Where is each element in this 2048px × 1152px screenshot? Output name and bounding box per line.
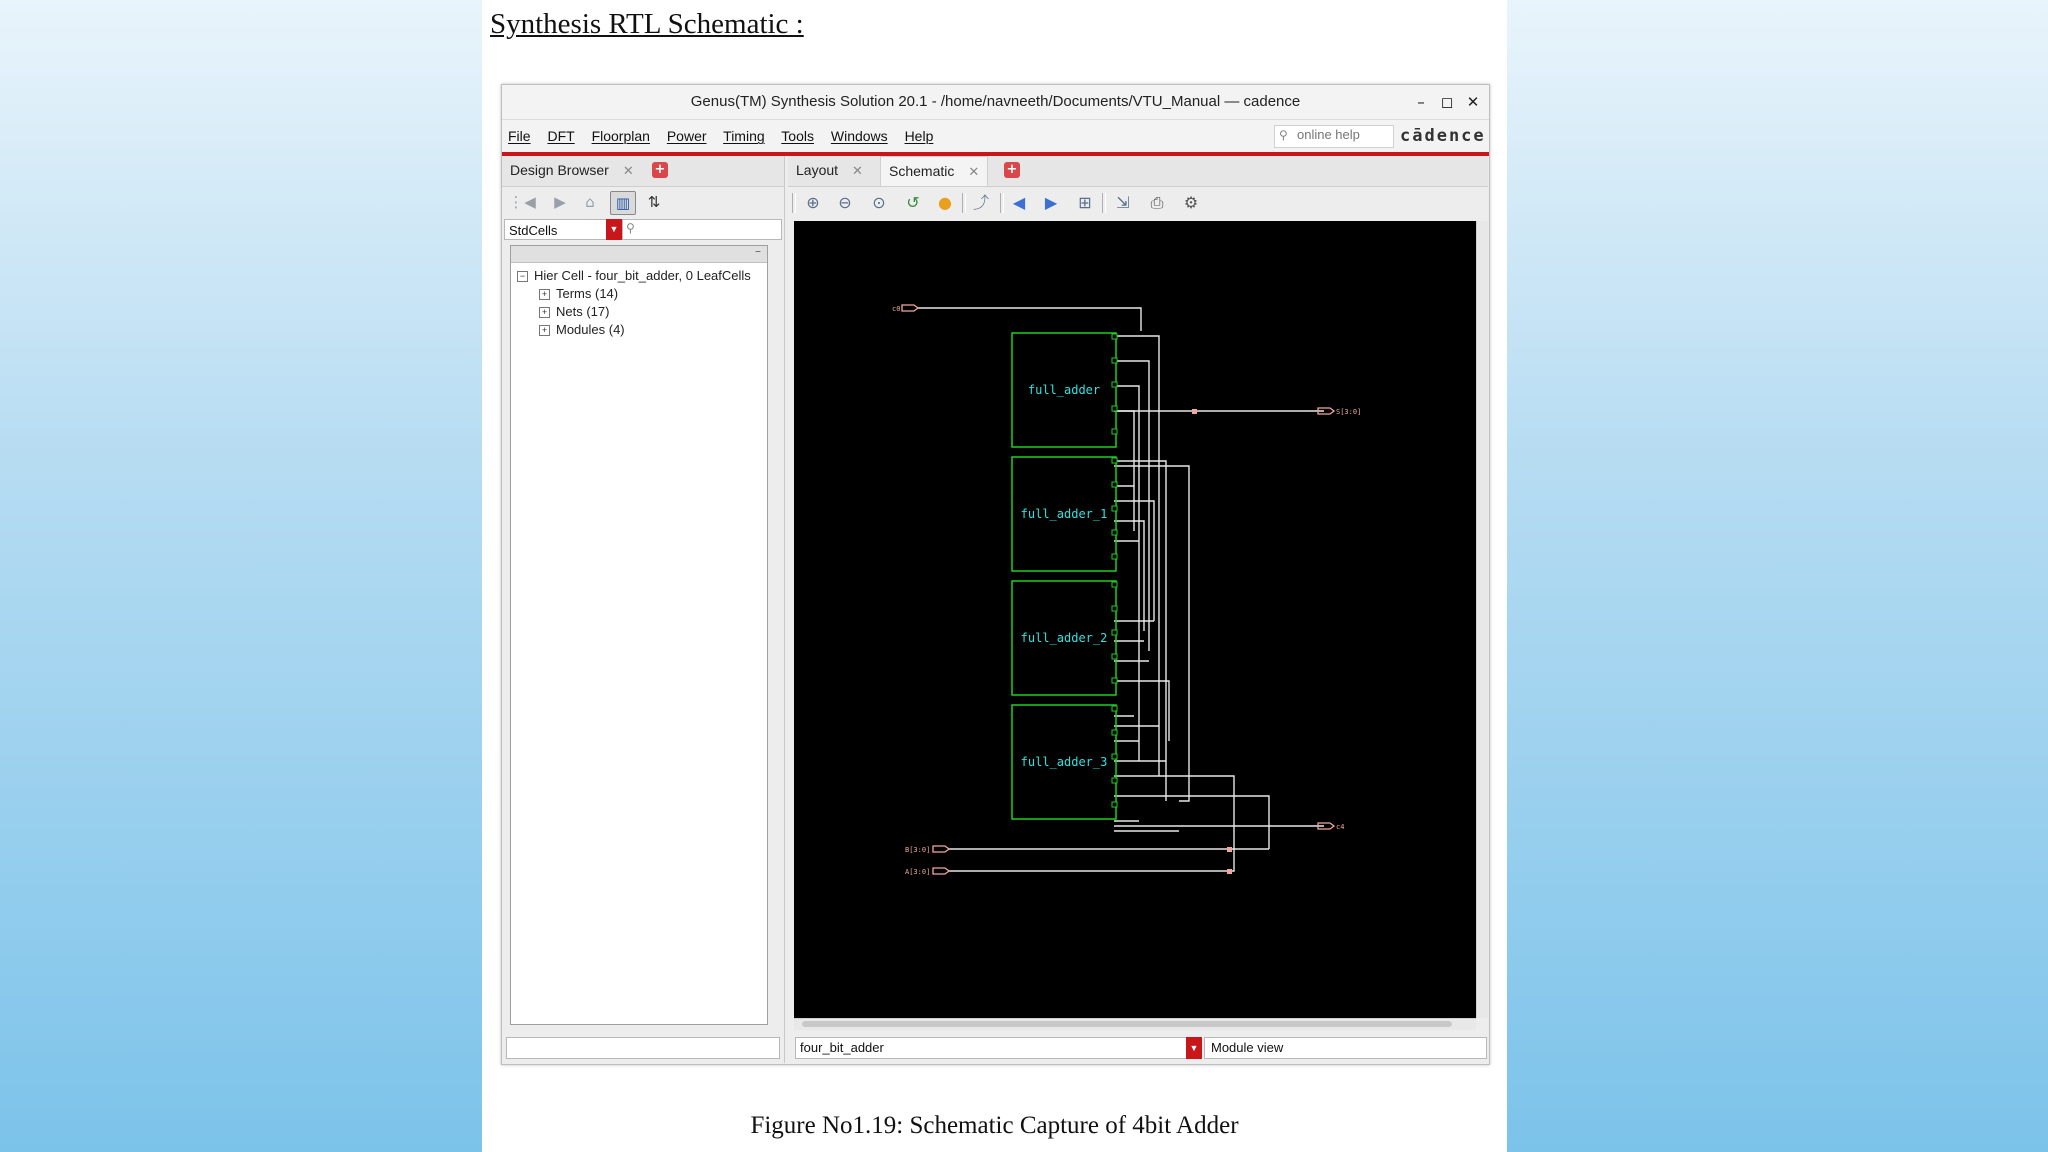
- menu-help[interactable]: Help: [904, 128, 934, 144]
- zoom-out-icon[interactable]: ⊖: [838, 193, 852, 212]
- design-tree: [510, 245, 768, 1025]
- maximize-button[interactable]: ◻: [1440, 93, 1454, 111]
- collapse-node-icon[interactable]: −: [517, 271, 528, 282]
- close-tab-icon[interactable]: ✕: [968, 164, 980, 179]
- port-label-a: A[3:0]: [905, 868, 931, 876]
- minimize-button[interactable]: –: [1417, 93, 1425, 111]
- menu-tools[interactable]: Tools: [781, 128, 814, 144]
- sort-az-icon[interactable]: ⇅: [647, 193, 661, 211]
- port-symbols: [902, 305, 1334, 874]
- wire-layer: [918, 308, 1324, 871]
- tab-layout-label: Layout: [796, 162, 839, 178]
- horizontal-scrollbar[interactable]: [794, 1018, 1476, 1030]
- tree-node-label: Modules (4): [556, 322, 625, 337]
- search-icon: ⚲: [626, 221, 635, 235]
- port-label-c0: c0: [892, 305, 901, 313]
- browser-search-input[interactable]: [622, 219, 782, 240]
- tab-schematic-label: Schematic: [889, 163, 955, 179]
- dropdown-arrow-icon[interactable]: ▼: [606, 219, 622, 240]
- settings-gear-icon[interactable]: ⚙: [1183, 193, 1199, 212]
- dropdown-arrow-icon[interactable]: ▼: [1186, 1037, 1202, 1059]
- module-label: full_adder_1: [1020, 507, 1108, 521]
- export-icon[interactable]: ⇲: [1116, 193, 1130, 212]
- schematic-panel: [788, 156, 1488, 1063]
- add-tab-icon[interactable]: +: [1004, 162, 1020, 178]
- toolbar-separator: [962, 193, 966, 213]
- tree-node-modules[interactable]: [539, 322, 625, 337]
- filter-icon[interactable]: ▥: [610, 191, 636, 215]
- schematic-toolbar: [788, 187, 1488, 217]
- menu-dft[interactable]: DFT: [547, 128, 575, 144]
- vertical-scrollbar[interactable]: [1476, 221, 1488, 1018]
- hierarchy-up-icon[interactable]: ⤴: [972, 193, 989, 212]
- genus-window: [501, 84, 1490, 1065]
- forward-icon[interactable]: ▶: [554, 193, 566, 211]
- left-tab-row: [502, 156, 784, 187]
- design-browser-panel: [502, 156, 785, 1063]
- menu-items: [508, 128, 946, 144]
- toolbar-separator: [1000, 193, 1004, 213]
- close-window-button[interactable]: ✕: [1466, 93, 1480, 111]
- tree-root-label: Hier Cell - four_bit_adder, 0 LeafCells: [534, 268, 751, 283]
- toolbar-separator: [1102, 193, 1106, 213]
- module-select[interactable]: [795, 1037, 1202, 1059]
- tree-root-node[interactable]: [517, 268, 751, 283]
- redraw-icon[interactable]: ●: [938, 193, 952, 212]
- title-bar: [502, 85, 1489, 120]
- collapse-icon[interactable]: –: [755, 244, 761, 258]
- module-label: full_adder_2: [1020, 631, 1108, 645]
- next-icon[interactable]: ▶: [1044, 193, 1058, 212]
- expand-node-icon[interactable]: +: [539, 325, 550, 336]
- view-mode-label: Module view: [1204, 1037, 1487, 1059]
- expand-node-icon[interactable]: +: [539, 307, 550, 318]
- tree-header: [511, 246, 767, 263]
- module-label: full_adder: [1027, 383, 1101, 397]
- search-icon: ⚲: [1279, 128, 1288, 142]
- online-help-input[interactable]: [1297, 127, 1387, 142]
- tab-schematic[interactable]: [880, 156, 988, 186]
- close-tab-icon[interactable]: ✕: [622, 163, 634, 178]
- module-select-value: four_bit_adder: [800, 1040, 884, 1055]
- close-tab-icon[interactable]: ✕: [852, 163, 863, 178]
- menu-bar: [502, 120, 1489, 156]
- menu-timing[interactable]: Timing: [723, 128, 765, 144]
- cell-type-value: StdCells: [509, 223, 558, 238]
- schematic-drawing: [794, 221, 1476, 1018]
- scroll-thumb[interactable]: [802, 1021, 1452, 1027]
- toolbar-separator: [792, 193, 796, 213]
- left-toolbar: [502, 187, 784, 217]
- tree-node-label: Nets (17): [556, 304, 610, 319]
- slide: [482, 0, 1507, 1152]
- menu-power[interactable]: Power: [666, 128, 707, 144]
- port-label-b: B[3:0]: [905, 846, 931, 854]
- back-icon[interactable]: ◀: [524, 193, 536, 211]
- cadence-logo: cādence: [1400, 126, 1486, 146]
- right-tab-row: [788, 156, 1488, 187]
- zoom-in-icon[interactable]: ⊕: [806, 193, 820, 212]
- left-status-field[interactable]: [506, 1037, 780, 1059]
- add-tab-icon[interactable]: +: [652, 162, 668, 178]
- zoom-fit-icon[interactable]: ⊙: [872, 193, 886, 212]
- previous-icon[interactable]: ◀: [1012, 193, 1026, 212]
- port-label-s: S[3:0]: [1336, 408, 1362, 416]
- tree-node-terms[interactable]: [539, 286, 618, 301]
- menu-windows[interactable]: Windows: [830, 128, 888, 144]
- window-title: Genus(TM) Synthesis Solution 20.1 - /home/navneeth/Documents/VTU_Manual — cadence: [690, 93, 1301, 110]
- junction-dots: [1192, 409, 1232, 874]
- full-adder-modules: [1012, 333, 1117, 819]
- tab-design-browser-label: Design Browser: [510, 162, 609, 178]
- cell-type-select[interactable]: [504, 219, 622, 240]
- home-icon[interactable]: ⌂: [585, 193, 595, 211]
- print-icon[interactable]: ⎙: [1150, 193, 1164, 212]
- menu-floorplan[interactable]: Floorplan: [591, 128, 650, 144]
- slide-heading: Synthesis RTL Schematic :: [490, 8, 804, 40]
- tab-layout[interactable]: [788, 156, 871, 185]
- tab-design-browser[interactable]: [502, 156, 642, 185]
- expand-node-icon[interactable]: +: [539, 289, 550, 300]
- tree-node-nets[interactable]: [539, 304, 609, 319]
- schematic-canvas[interactable]: [794, 221, 1476, 1018]
- online-help-search[interactable]: [1274, 125, 1394, 148]
- hierarchy-view-icon[interactable]: ⊞: [1078, 193, 1092, 212]
- module-label: full_adder_3: [1020, 755, 1108, 769]
- zoom-previous-icon[interactable]: ↺: [906, 193, 920, 212]
- menu-file[interactable]: File: [508, 128, 531, 144]
- port-label-c4: c4: [1336, 823, 1345, 831]
- toolbar-handle-icon: ⋮: [508, 193, 524, 211]
- tree-node-label: Terms (14): [556, 286, 619, 301]
- figure-caption: Figure No1.19: Schematic Capture of 4bit Adder: [750, 1112, 1239, 1139]
